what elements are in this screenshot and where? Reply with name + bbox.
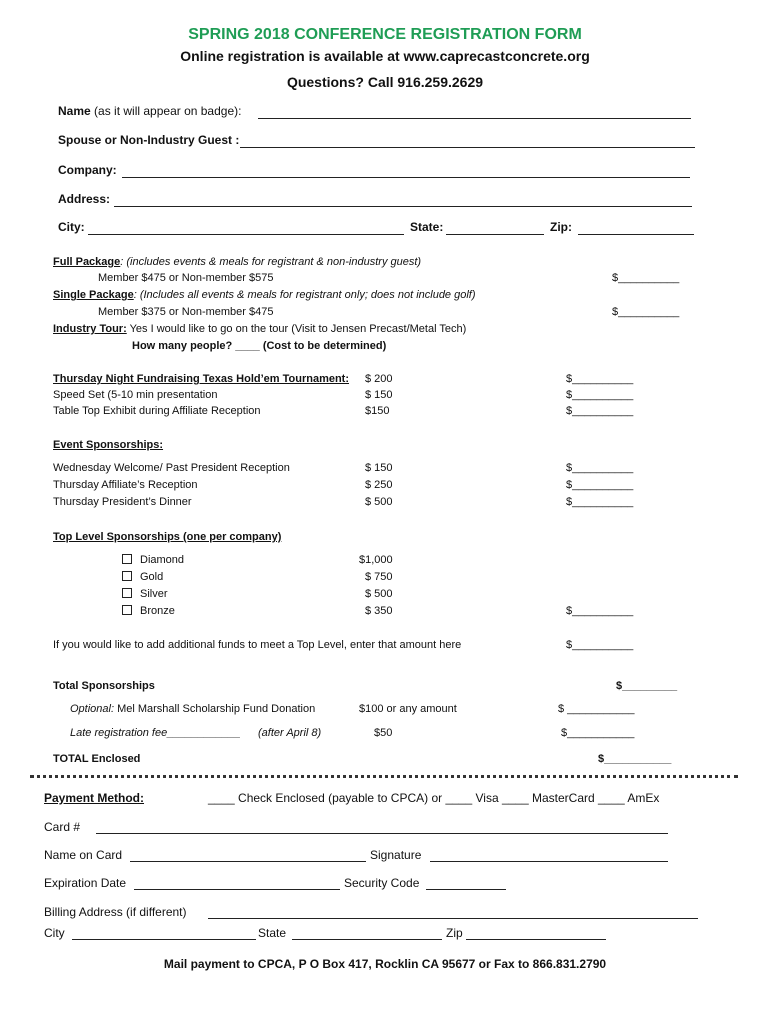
diamond-price: $1,000 — [359, 554, 393, 566]
checkbox-icon[interactable] — [122, 588, 132, 598]
form-title: SPRING 2018 CONFERENCE REGISTRATION FORM — [188, 26, 582, 43]
event-item-price: $ 500 — [365, 496, 393, 508]
address-label: Address: — [58, 192, 111, 206]
tour-people: How many people? ____ (Cost to be determined) — [132, 340, 387, 352]
total-enclosed-label: TOTAL Enclosed — [53, 753, 141, 765]
thursday-item-label: Speed Set (5-10 min presentation — [53, 389, 218, 401]
bronze-option[interactable]: Bronze — [122, 605, 175, 617]
security-code-field[interactable] — [426, 889, 506, 890]
top-level-heading: Top Level Sponsorships (one per company) — [53, 531, 282, 543]
billing-address-label: Billing Address (if different) — [44, 905, 187, 919]
company-label: Company: — [58, 163, 117, 177]
single-package: Single Package: (Includes all events & meals for registrant only; does not include golf) — [53, 289, 476, 301]
thursday-item-amount[interactable]: $__________ — [566, 373, 634, 385]
spouse-label: Spouse or Non-Industry Guest : — [58, 133, 240, 147]
billing-zip-field[interactable] — [466, 939, 606, 940]
event-item-label: Thursday Affiliate’s Reception — [53, 479, 198, 491]
zip-field[interactable] — [578, 234, 694, 235]
bronze-price: $ 350 — [365, 605, 393, 617]
expiration-label: Expiration Date — [44, 876, 127, 890]
single-package-prices: Member $375 or Non-member $475 — [98, 306, 274, 318]
address-field[interactable] — [114, 206, 692, 207]
city-field[interactable] — [88, 234, 404, 235]
thursday-item-amount[interactable]: $__________ — [566, 389, 634, 401]
city-label: City: — [58, 220, 85, 234]
state-field[interactable] — [446, 234, 544, 235]
checkbox-icon[interactable] — [122, 554, 132, 564]
scholarship-amount-note: $100 or any amount — [359, 703, 457, 715]
thursday-item-price: $150 — [365, 405, 390, 417]
billing-state-field[interactable] — [292, 939, 442, 940]
name-on-card-field[interactable] — [130, 861, 366, 862]
questions-phone: Questions? Call 916.259.2629 — [286, 74, 484, 90]
full-package-prices: Member $475 or Non-member $575 — [98, 272, 274, 284]
checkbox-icon[interactable] — [122, 571, 132, 581]
zip-label: Zip: — [550, 220, 572, 234]
thursday-item-price: $ 150 — [365, 389, 393, 401]
mail-payment-note: Mail payment to CPCA, P O Box 417, Rocklin CA 95677 or Fax to 866.831.2790 — [163, 957, 607, 971]
name-field[interactable] — [258, 118, 691, 119]
signature-label: Signature — [370, 848, 422, 862]
late-fee-amount[interactable]: $___________ — [561, 727, 635, 739]
signature-field[interactable] — [430, 861, 668, 862]
online-registration-note: Online registration is available at www.caprecastconcrete.org — [180, 48, 590, 64]
thursday-item-amount[interactable]: $__________ — [566, 405, 634, 417]
thursday-item-label: Thursday Night Fundraising Texas Hold’em Tournament: — [53, 373, 350, 385]
thursday-item-price: $ 200 — [365, 373, 393, 385]
name-label: Name (as it will appear on badge): — [58, 104, 242, 118]
security-code-label: Security Code — [344, 876, 420, 890]
state-label: State: — [410, 220, 444, 234]
additional-funds-note: If you would like to add additional funds to meet a Top Level, enter that amount here — [53, 639, 462, 651]
event-sponsorships-heading: Event Sponsorships: — [53, 439, 164, 451]
diamond-option[interactable]: Diamond — [122, 554, 184, 566]
total-sponsorships-label: Total Sponsorships — [53, 680, 155, 692]
scholarship-donation: Optional: Mel Marshall Scholarship Fund Donation — [70, 703, 316, 715]
additional-funds-amount[interactable]: $__________ — [566, 639, 634, 651]
event-item-amount[interactable]: $__________ — [566, 479, 634, 491]
event-item-amount[interactable]: $__________ — [566, 496, 634, 508]
full-package: Full Package: (includes events & meals for registrant & non-industry guest) — [53, 256, 422, 268]
billing-state-label: State — [258, 926, 287, 940]
event-item-label: Thursday President’s Dinner — [53, 496, 192, 508]
spouse-field[interactable] — [240, 147, 695, 148]
name-on-card-label: Name on Card — [44, 848, 123, 862]
payment-options[interactable]: ____ Check Enclosed (payable to CPCA) or ____ Visa ____ MasterCard ____ AmEx — [208, 791, 660, 805]
payment-method-label: Payment Method: — [44, 791, 145, 805]
gold-price: $ 750 — [365, 571, 393, 583]
event-item-amount[interactable]: $__________ — [566, 462, 634, 474]
card-number-field[interactable] — [96, 833, 668, 834]
expiration-field[interactable] — [134, 889, 340, 890]
billing-city-label: City — [44, 926, 65, 940]
billing-city-field[interactable] — [72, 939, 256, 940]
billing-address-field[interactable] — [208, 918, 698, 919]
billing-zip-label: Zip — [446, 926, 463, 940]
single-package-amount[interactable]: $__________ — [612, 306, 680, 318]
silver-price: $ 500 — [365, 588, 393, 600]
late-fee-note: (after April 8) — [258, 727, 322, 739]
late-fee-price: $50 — [374, 727, 393, 739]
thursday-item-label: Table Top Exhibit during Affiliate Reception — [53, 405, 261, 417]
full-package-amount[interactable]: $__________ — [612, 272, 680, 284]
gold-option[interactable]: Gold — [122, 571, 163, 583]
industry-tour: Industry Tour: Yes I would like to go on the tour (Visit to Jensen Precast/Metal Tech) — [53, 323, 467, 335]
late-fee-label: Late registration fee____________ — [70, 727, 241, 739]
dotted-divider — [30, 775, 738, 778]
event-item-label: Wednesday Welcome/ Past President Reception — [53, 462, 290, 474]
event-item-price: $ 150 — [365, 462, 393, 474]
company-field[interactable] — [122, 177, 690, 178]
card-number-label: Card # — [44, 820, 81, 834]
silver-option[interactable]: Silver — [122, 588, 168, 600]
scholarship-amount[interactable]: $ ___________ — [558, 703, 635, 715]
event-item-price: $ 250 — [365, 479, 393, 491]
total-enclosed-amount[interactable]: $___________ — [598, 753, 672, 765]
total-sponsorships-amount[interactable]: $_________ — [616, 680, 678, 692]
checkbox-icon[interactable] — [122, 605, 132, 615]
top-level-amount[interactable]: $__________ — [566, 605, 634, 617]
